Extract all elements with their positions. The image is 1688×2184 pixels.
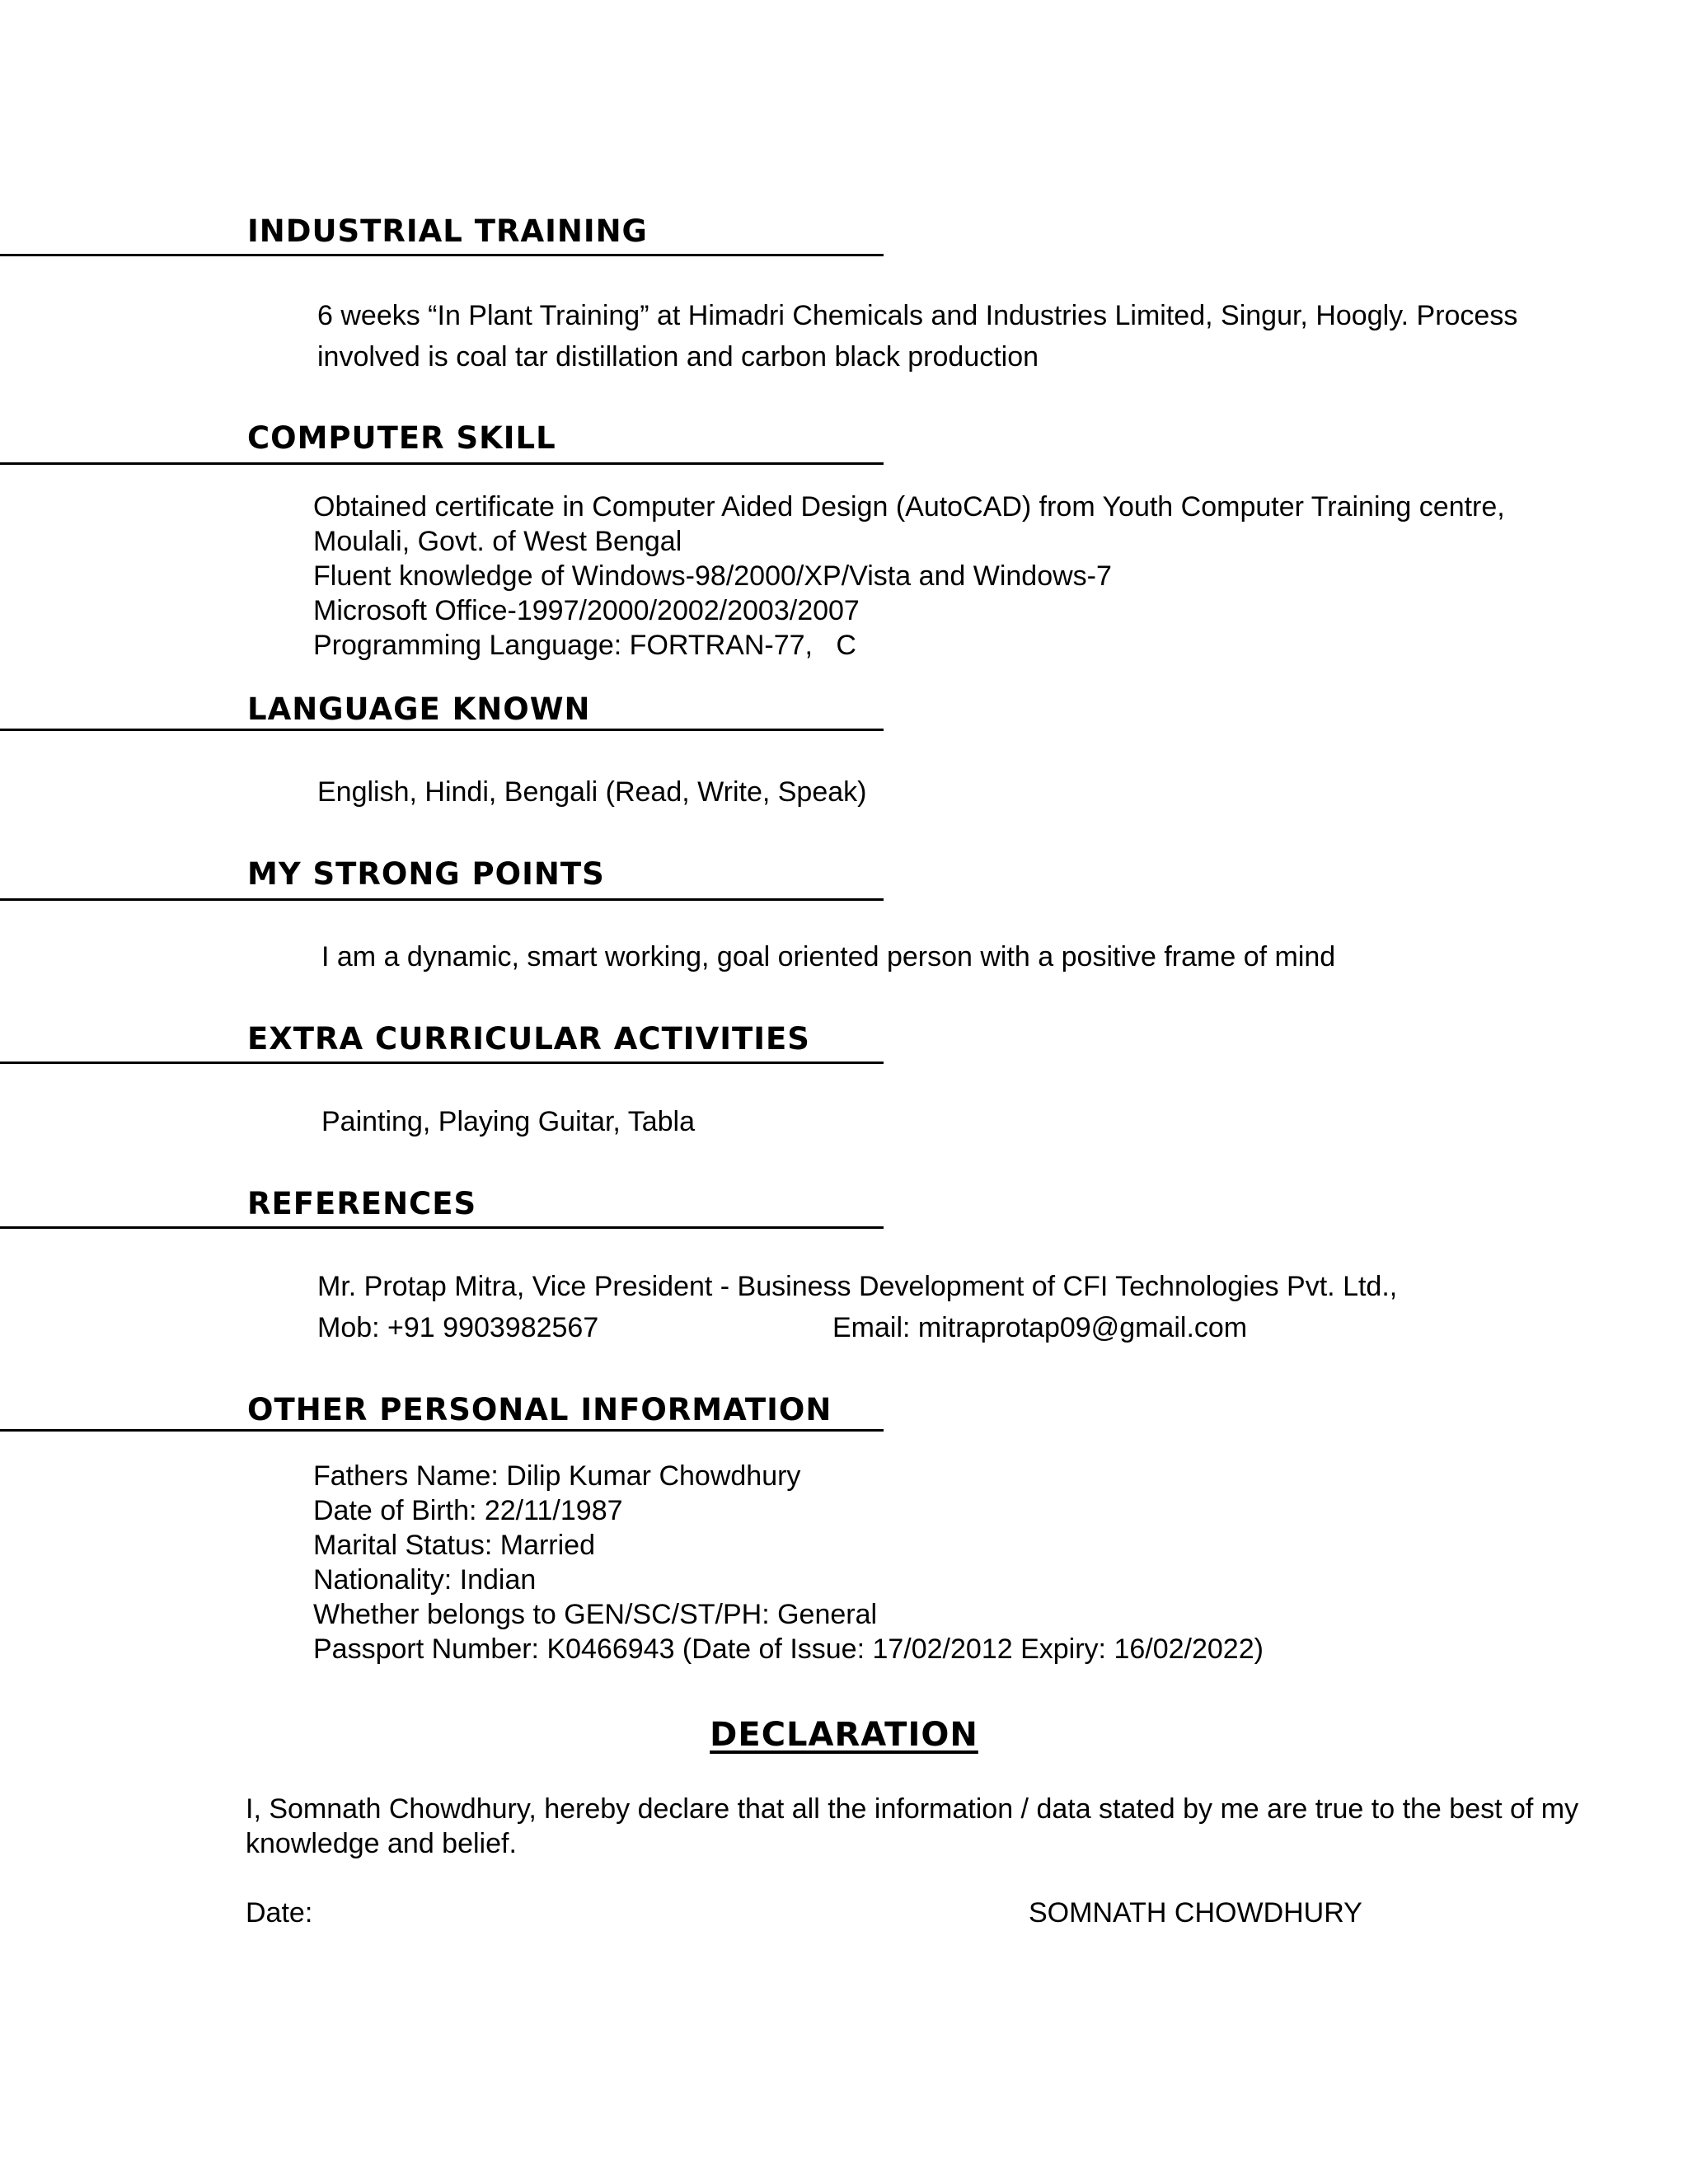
section-rule <box>0 254 884 256</box>
section-heading-computer-skill: COMPUTER SKILL <box>247 420 556 456</box>
text-line: Marital Status: Married <box>313 1530 595 1561</box>
references-text <box>317 1266 1397 1307</box>
section-rule <box>0 729 884 731</box>
section-rule <box>0 1429 884 1432</box>
section-rule <box>0 898 884 901</box>
declaration-signature-name: SOMNATH CHOWDHURY <box>1029 1897 1362 1929</box>
section-heading-references: REFERENCES <box>247 1186 477 1221</box>
declaration-title: DECLARATION <box>710 1716 978 1754</box>
strong-points-text <box>321 936 1335 977</box>
section-heading-industrial-training: INDUSTRIAL TRAINING <box>247 213 648 249</box>
declaration-date-label: Date: <box>246 1897 313 1929</box>
text-line: involved is coal tar distillation and carbon black production <box>317 341 1039 373</box>
other-personal-text <box>313 1459 1264 1666</box>
text-line: Whether belongs to GEN/SC/ST/PH: General <box>313 1599 878 1630</box>
section-rule <box>0 1062 884 1064</box>
text-line: Obtained certificate in Computer Aided Design (AutoCAD) from Youth Computer Training centre, <box>313 491 1505 523</box>
text-line: Passport Number: K0466943 (Date of Issue: 17/02/2012 Expiry: 16/02/2022) <box>313 1633 1264 1665</box>
section-heading-extra-curricular: EXTRA CURRICULAR ACTIVITIES <box>247 1021 810 1057</box>
extra-curricular-text <box>321 1101 695 1142</box>
reference-email: Email: mitraprotap09@gmail.com <box>832 1312 1248 1343</box>
language-known-text <box>317 771 866 813</box>
computer-skill-text <box>313 490 1505 663</box>
section-rule <box>0 1226 884 1229</box>
declaration-text <box>246 1792 1578 1861</box>
text-line: Programming Language: FORTRAN-77, C <box>313 630 856 661</box>
section-heading-strong-points: MY STRONG POINTS <box>247 856 605 892</box>
industrial-training-text <box>317 295 1517 377</box>
text-line: Fathers Name: Dilip Kumar Chowdhury <box>313 1460 801 1492</box>
section-rule <box>0 462 884 465</box>
section-heading-other-personal-information: OTHER PERSONAL INFORMATION <box>247 1392 832 1427</box>
text-line: Fluent knowledge of Windows-98/2000/XP/Vista and Windows-7 <box>313 560 1112 592</box>
reference-name-line: Mr. Protap Mitra, Vice President - Business Development of CFI Technologies Pvt. Ltd., <box>317 1271 1398 1302</box>
text-line: Microsoft Office-1997/2000/2002/2003/2007 <box>313 595 860 626</box>
reference-mobile: Mob: +91 9903982567 <box>317 1312 599 1343</box>
text-line: Painting, Playing Guitar, Tabla <box>321 1106 695 1137</box>
section-heading-language-known: LANGUAGE KNOWN <box>247 691 591 727</box>
text-line: I am a dynamic, smart working, goal oriented person with a positive frame of mind <box>321 941 1336 972</box>
text-line: Moulali, Govt. of West Bengal <box>313 526 682 557</box>
text-line: Date of Birth: 22/11/1987 <box>313 1495 623 1526</box>
text-line: 6 weeks “In Plant Training” at Himadri Chemicals and Industries Limited, Singur, Hoogly. Process <box>317 300 1518 331</box>
text-line: knowledge and belief. <box>246 1828 517 1859</box>
text-line: I, Somnath Chowdhury, hereby declare that all the information / data stated by me are true to the best of my <box>246 1793 1579 1825</box>
text-line: Nationality: Indian <box>313 1564 537 1596</box>
text-line: English, Hindi, Bengali (Read, Write, Speak) <box>317 776 867 808</box>
